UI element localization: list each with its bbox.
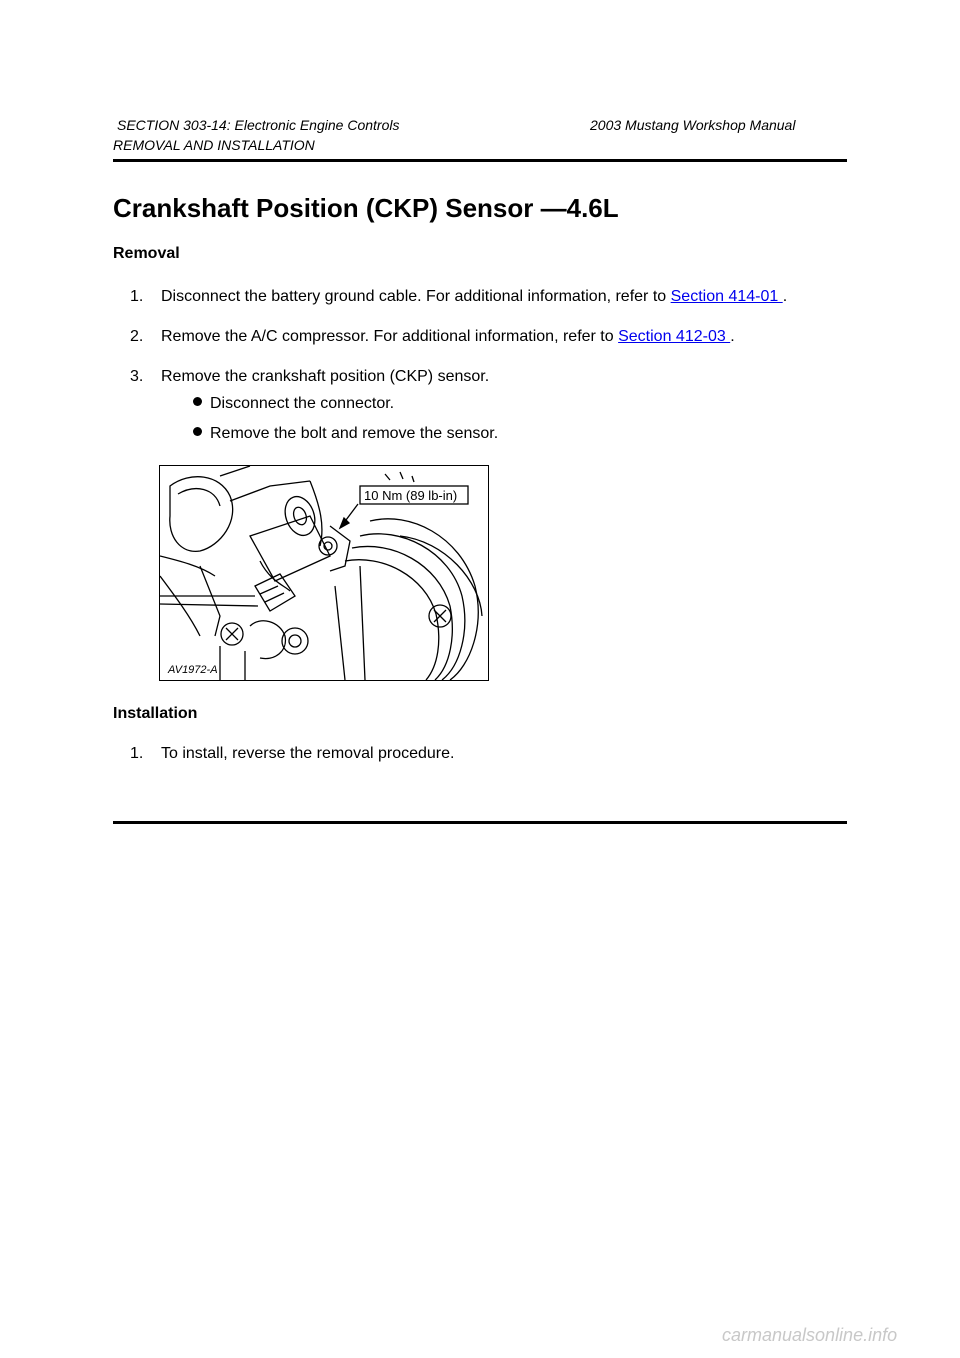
bullet-icon	[193, 427, 202, 436]
page-title: Crankshaft Position (CKP) Sensor —4.6L	[113, 193, 619, 223]
section-414-01-link[interactable]: Section 414-01	[670, 288, 783, 305]
engine-line-drawing	[160, 466, 488, 680]
step-text: Disconnect the battery ground cable. For additional information, refer to	[161, 288, 667, 305]
ckp-sensor-illustration	[159, 465, 489, 681]
installation-heading: Installation	[113, 705, 198, 722]
header-divider	[113, 159, 847, 162]
figure-id-label: AV1972-A	[168, 664, 218, 676]
site-watermark: carmanualsonline.info	[722, 1325, 898, 1345]
bullet-item	[193, 395, 394, 413]
bullet-text: Disconnect the connector.	[210, 395, 395, 412]
removal-step-3	[130, 368, 489, 386]
removal-heading: Removal	[113, 245, 180, 262]
installation-step-1	[130, 745, 454, 763]
section-header: SECTION 303-14: Electronic Engine Controls	[117, 117, 400, 133]
removal-step-2	[130, 328, 735, 346]
step-number: 1.	[130, 745, 144, 762]
bullet-text: Remove the bolt and remove the sensor.	[210, 425, 499, 442]
step-number: 3.	[130, 368, 144, 385]
step-text: To install, reverse the removal procedure.	[161, 745, 455, 762]
bullet-item	[193, 425, 498, 443]
torque-spec-label: 10 Nm (89 lb-in)	[364, 488, 458, 503]
manual-name: 2003 Mustang Workshop Manual	[590, 117, 796, 133]
section-412-03-link[interactable]: Section 412-03	[618, 328, 731, 345]
step-text: Remove the A/C compressor. For additional information, refer to	[161, 328, 614, 345]
step-text: Remove the crankshaft position (CKP) sensor.	[161, 368, 490, 385]
footer-divider	[113, 821, 847, 824]
step-number: 1.	[130, 288, 144, 305]
step-punct: .	[730, 328, 735, 345]
removal-step-1	[130, 288, 787, 306]
procedure-type: REMOVAL AND INSTALLATION	[113, 137, 315, 153]
step-number: 2.	[130, 328, 144, 345]
step-punct: .	[782, 288, 788, 305]
bullet-icon	[193, 397, 202, 406]
